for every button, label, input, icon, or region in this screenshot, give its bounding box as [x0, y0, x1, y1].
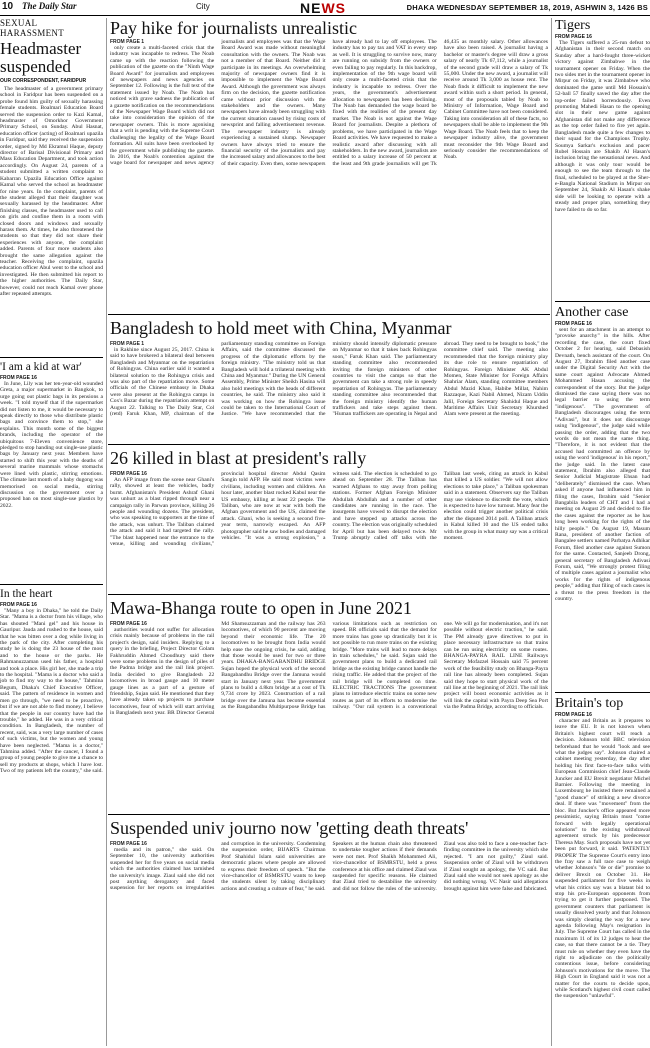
section-title-b: WS	[321, 0, 347, 16]
kicker: SEXUAL HARASSMENT	[0, 18, 65, 38]
headline-china-myanmar: Bangladesh to hold meet with China, Myanmar	[110, 318, 452, 338]
story-body-mawa-bhanga	[110, 621, 548, 813]
masthead	[0, 0, 650, 16]
story-univ-journo	[110, 818, 548, 1045]
body-text: only create a multi-faceted crisis that the industry was incapable to redress. The Noab came up with the reaction following the publication of the gazette on the "Ninth Wage Board Award" for journalists and employees of newspapers and news agencies on September 12. Following is the full text of the statement issued by Noab. The Noab has noticed with grave sadness the publication of a gazette notification on the recommendations of the Newspaper Wage Board which did not take into consideration the opinion of the newspaper owners. This is more agonising that a writ is pending with the Supreme Court challenging the legality of the Wage Board formation. All suits have been overlooked by the government while publishing the gazette. In 2016, the Noab's contention against the wage board for newspaper and news agency journalists and employees was that the Wage Board Award was made without meaningful consultation with the owners. The Noab was not a member of that Board. Neither did it participate in its meetings. An overwhelming majority of newspaper owners find it is impossible to implement the Wage Board Award. Although the government was always firm on the decision, the gazette notification came without prior discussion with the stakeholders and the owners. Many newspapers have already been struggling with the current situation caused by rising costs of newsprint and falling advertisement revenue. The newspaper industry is already experiencing a sustained slump. Newspaper owners have always tried to ensure the financial security of the journalists and pay the increased salary and allowances to the best of their capacity. Even then, some newspapers have already had to lay off employees. The industry has to pay tax and VAT in every step as well. It is struggling to survive now, many are running on subsidy from the owners or even failing to pay regularly. In this backdrop, implementation of the 9th wage board will only create a multi-faceted crisis that the industry is incapable to redress. Over the years, the government's advertisement allocation to newspapers has been declining. The Noab has demanded the wage board be fixed with the realities of the present day market. The Noab is not against the Wage Board for journalists. Despite a plethora of problems, we have participated in the Wage Board activities. We have requested to make a realistic award after discussing with all stakeholders. In the new award, journalists are entitled to a salary increase of 50 percent at the least and 9th grade journalists will get Tk 46,435 as monthly salary. Other allowances have also been raised. A journalist having a bachelor or master's degree will draw a gross salary of nearly Tk 67,112, while a journalist of the second grade will draw a salary of Tk 55,000. Under the new award, a journalist will receive around Tk 3,000 as house rent. The Noab finds it difficult to implement the new award within such a short period. In general, most of the proposals tabled by Noab to Ministry of Information, Wage Board and Cabinet Committee have not been considered. Taking into consideration all of these facts, no newspapers shall be able to implement the 9th Wage Board. The Noab feels that to keep the newspaper industry alive, the government must reconsider the 9th Wage Board and seriously consider the recommendations of Noab.	[110, 39, 548, 167]
body-text: media and its patron," she said. On September 10, the university authorities suspended her for five years on social media which the authorities claimed has tarnished the university's image. Ziaul said she did not post anything derogatory and faced suspension for her reports on irregularities and corruption in the university. Condemning the suspension order, BIJARTS Chairman Prof Shahidul Islam said universities are democratic places where people are allowed to express their freedom of speech. "But the vice-chancellor of BSMRSTU wants to keep the students silent by taking disciplinary actions and creating a culture of fear," he said. Speakers at the human chain also threatened to undertake tougher actions if their demands were not met. Prof Shaikh Mohammed Ali, vice-chancellor of BSMRSTU, held a press conference at his office and claimed Ziaul was suspended for specific reasons. He claimed that Ziaul tried to destabilise the university and did not follow the rules of the university. Ziaul was also told to face a one-teacher fact-finding committee in the university which she rejected. "I am not guilty," Ziaul said. Suspension order of Ziaul will be withdrawn if Ziaul sought an apology, the VC said. But Ziaul said she would not seek apology as she did nothing wrong. VC Nasir said allegations brought against him were false and fabricated.	[110, 841, 548, 892]
issue-date: DHAKA WEDNESDAY SEPTEMBER 18, 2019, ASHWIN 3, 1426 BS	[406, 3, 648, 12]
column-rule	[551, 18, 552, 1046]
divider	[0, 357, 103, 358]
story-blast	[110, 448, 548, 593]
story-pay-hike	[110, 18, 548, 309]
story-china-myanmar	[110, 318, 548, 441]
byline: OUR CORRESPONDENT, FARIDPUR	[0, 78, 87, 84]
paper-logo: The Daily Star	[22, 1, 77, 11]
dateline: FROM PAGE 16	[110, 471, 147, 477]
right-column	[555, 18, 650, 1048]
body-text: character and Britain as it prepares to leave the EU. It is not known when Britain's highest court will reach a decision. Johnson told BBC television beforehand that he would "look and see what the judges say". Johnson chaired a cabinet meeting yesterday, the day after holding his first face-to-face talks with European Commission chief Jean-Claude Juncker and EU Brexit negotiator Michel Barnier. Following the meeting in Luxembourg he insisted there remained a "good chance" of striking a new divorce deal. If there was "movement" from the bloc. But Juncker's office appeared more pessimistic, saying Britain must "come forward with legally operational solutions" to the existing withdrawal agreement struck by his predecessor Theresa May. Such proposals have not yet been put forward, it said. 'PATENTLY PROPER' The Supreme Court's entry into the fray saw a full race case to weigh whether Johnson's "de or die" promise to deliver Brexit on October 31. He suspended parliament for five weeks in what his critics say was a blatant bid to stop his pro-European opponents from trying to get it further postponed. The government counters that parliament is usually dissolved yearly and that Johnson was simply clearing the way for a new agenda following May's resignation in July. The Supreme Court has called in the maximum 11 of its 12 judges to hear the case, so that there cannot be a tie. They must rule on whether they even have the right to adjudicate on the politically contentious issue, before considering Johnson's motivations for the move. The High Court in England said it was not a matter for the courts to decide upon, while Scotland's highest civil court called the suspension "unlawful".	[555, 718, 650, 1000]
body-text: In June, Lily was her ten-year-old wounded Greta, a major supermarket in Bangkok, to urge going out plastic bags in its pensions a week. "I told myself that if the supermarket did not listen to me, it would be necessary to speak directly to those who distribute plastic bags and convince them to stop," she explains. This month some of the biggest brands, including the operator of the ubiquitous 7-Eleven convenience store, pledged to stop handing out single-use plastic bags by January next year. Members have started to shift this year with the deaths of several marine mammals whose stomachs were lined with plastic, stirring emotions. The climate last month of a baby dugong was memorised on social media, stirring discussion on the government over a proposed ban on most single-use plastics by 2022.	[0, 381, 103, 509]
page-number: 10	[2, 1, 14, 12]
divider	[108, 444, 550, 445]
body-text: sent for an attachment in an attempt to "provoke anarchy" in the hills. After recording the case, the court fixed October 2 for hearing, said Debasish Devnath, bench assistant of the court. On August 27, Ibrahim filed another case under the Digital Security Act with the same court against Advocate Ahmed Mohammed Hasan accusing the correspondent of the story. But the judge dismissed the case saying there was no legal barrier to using the term "indigenous". "The government of Bangladesh discourages using the term "Adivasi", but it does not discourage using "indigenous", the judge said while passing the order, adding that the two words do not mean the same thing. "Therefore, it is not evident that the accused had committed an offence by using the word 'indigenous' in his report," the judge said. In the latest case statement, Ibrahim also alleged that Senior Judicial Magistrate Ehsan had "deliberately" dismissed the case. When asked if anyone had influenced him in filing the cases, Ibrahim said "Senior Bangabila leaders of CHT and I had a meeting on August 29 and decided to file the cases against the reporter as he has long been working for the rights of the hilly people." On August 19, Masum Rana, president of another faction of Bangalee settlers named Parbatya Adhikar Forum, filed another case against Sumon for the same. Contacted, Sanjeeb Drong, general secretary of Bangladesh Adivasi Forum, said, "We strongly protest filing of multiple cases against a journalist who works for the rights of indigenous people," adding that filing of such cases is a threat to the press freedom in the country.	[555, 327, 650, 603]
headline-univ-journo: Suspended univ journo now 'getting death threats'	[110, 818, 469, 838]
body-text: The Tigers suffered a 25-run defeat to Afghanistan in their second match on Sunday after a hard-fought three-wicket victory against Zimbabwe in the tournament opener on Friday. When the two sides met in the tournament opener in Mirpur on Friday, it was Zimbabwe who dominated the game until Md Hossain's 52-ball 57 finally saved the day after the top-order failed horrendously. Even promoting Mahedi Hasan to the opening slot in their new game against Afghanistan did not make any difference as the top order failed to fire yet again. Bangladesh made quite a few changes to their squad for the Champions Trophy. Soumya Sarkar's exclusion and pacer Rubel Hossain are Shakib Al Hasan's inclusion bring the sensational news. And although it was only tour would be enough to see the team through to the final, scheduled to be played at the Sher-e-Bangla National Stadium in Mirpur on September 24, Shakib Al Hasan's shake side will be looking to operate with a steady and proper plan, something they have failed to do so far.	[555, 40, 650, 213]
story-body-china-myanmar	[110, 341, 548, 441]
body-text: authorities would not suffer for allocation crisis mainly because of problems in the rail project's design, said insiders. Replying to a query in the briefing, Project Director Golam Fakhruddin Ahmed Choudhury said there were some problems in the design of piles of the Padma bridge and the rail link project. India decided to give Bangladesh 22 locomotives in broad gauge and 10 meter gauge lines as a part of a gesture of friendship, Sujan said. He mentioned that they have already taken up projects to purchase locomotives, four of which will start arriving in Bangladesh next year. BR Director General Md Shamsuzzaman and the railway has 263 locomotives, of which 90 percent are moving beyond their economic life. The 20 locomotives to be brought from India would help ease the ongoing crisis, he said, adding that those would be used for two or three years. DHAKA-BANGABANDHU BRIDGE Sujan hoped the physical work of the second Bangabandhu Bridge over the Jamuna would start in January next year. The government plans to build a 4.8km bridge at a cost of Tk 9,734 crore by 2023. Construction of a rail bridge over the Jamuna has become essential as the Bangabandhu Multipurpose Bridge has various limitations such as restriction on speed. BR officials said that the demand for more trains has gone up drastically but it is not possible to run more trains on the existing bridge. "More trains will lead to more delays in train schedules," he said. Sujan said the government plans to build a dedicated rail bridge as the existing bridge cannot handle the rising traffic. He added that the project of the rail bridge will be completed on time. ELECTRIC TRACTIONS The government plans to introduce electric trains on some new routes as part of its efforts to modernise the railway. "Our rail system is a conventional one. We will go for modernisation, and it's not possible without electric traction," he said. The PM already gave directives to put in place necessary infrastructure so that trains can be run using electricity on some routes. BHANGA-PAYRA RAIL LINE Railways Secretary Mofazzel Hossain said 75 percent work of the feasibility study on Bhanga-Payra rail line has already been completed. Sujan said they hope to start physical work of the rail line at the beginning of 2021. The rail link project will boost economic activities as it will link the capital with Payra Deep Sea Port via the Padma Bridge, according to officials.	[110, 621, 548, 717]
headline-kid-at-war: 'I am a kid at war'	[0, 361, 82, 373]
story-body-tigers	[555, 40, 650, 298]
dateline: FROM PAGE 16	[555, 712, 592, 718]
story-body-another-case	[555, 327, 650, 689]
body-text: An AFP image from the scene near Ghani's rally, showed at least the vehicles, badly burnt. Afghanistan's President Ashraf Ghani was unhurt as a blast ripped through near a campaign rally in Parwan province, killing 26 people and wounding dozens. The president, who was speaking to supporters at the time of the attack, was unhurt. The Taliban claimed the attack and said it had targeted the rally. "The blast happened near the entrance to the venue, killing and wounding civilians," provincial hospital director Abdul Qasim Sangin told AFP. He said most victims were civilians, including women and children. An hour later, another blast rocked Kabul near the US embassy, killing at least 22 people. The Taliban, who are now at war with both the Afghan government and the US, claimed the attack. Ghani, who is seeking a second five-year term, narrowly escaped. An AFP photographer said he saw bodies and damaged vehicles. "It was a strong explosion," a witness said. The election is scheduled to go ahead on September 28. The Taliban has warned Afghans to stay away from polling stations. Former Afghan Foreign Minister Abdullah Abdullah and a number of other candidates are running in the race. The insurgents have vowed to disrupt the election and have stepped up attacks across the country. The election was originally scheduled for April but has been delayed twice. Mr Trump abruptly called off talks with the Taliban last week, citing an attack in Kabul that killed a US soldier. "We will not allow elections to take place," a Taliban spokesman said in a statement. Observers say the Taliban may use violence to discredit the vote, which is expected to have low turnout. Many fear the election could trigger another political crisis after the disputed 2014 poll. A Taliban attack in Kabul killed 10 and the US ended talks with the group in what many say was a critical moment.	[110, 471, 548, 548]
headline-another-case: Another case	[555, 305, 629, 320]
body-text: in Rakhine since August 25, 2017. China is said to have brokered a bilateral deal between Bangladesh and Myanmar on the repatriation of Rohingyas. China earlier said it wanted a bilateral solution to the Rohingya crisis and was also part of the repatriation move. Some officials of the Chinese embassy in Dhaka were also present at the Rohingya camps in Cox's Bazar during the repatriation attempt on August 22. Talking to The Daily Star, Col (retd) Faruk Khan, MP, chairman of the parliamentary standing committee on Foreign Affairs, said the committee discussed the progress of the diplomatic efforts by the foreign ministry. "The ministry told us that Bangladesh will hold a trilateral meeting with China and Myanmar." During the UN General Assembly, Prime Minister Sheikh Hasina will also hold meetings with the heads of different countries, he said. The ministry also said it was working on how the Rohingya issue could be taken to the International Court of Justice. "We have recommended that the ministry should intensify diplomatic pressure on Myanmar so that it takes back Rohingyas soon," Faruk Khan said. The parliamentary standing committee also recommended inviting the foreign ministers of other countries to visit the camps so that the government can take a strong role in speedy repatriation of Rohingyas. The parliamentary standing committee also recommended that the foreign ministry identify the human traffickers and take steps against them. "Human traffickers are operating in Nepal and abroad. They need to be brought to book," the committee chief said. The meeting also recommended that the foreign ministry play its due role to ensure repatriation of Rohingyas. Foreign Minister AK Abdul Momen, State Minister for Foreign Affairs Shahriar Alam, standing committee members Abdul Mazid Khan, Habibe Millat, Nahim Razzaque, Kazi Nabil Ahmed, Nizam Uddin Jalil, Foreign Secretary Shahidul Haque and Maritime Affairs Unit Secretary Khurshed Alam were present at the meeting.	[110, 341, 548, 418]
headline-blast: 26 killed in blast at president's rally	[110, 448, 367, 468]
story-body-britains-top	[555, 718, 650, 1048]
divider	[555, 301, 650, 302]
story-body-headmaster	[0, 86, 103, 354]
dateline: FROM PAGE 16	[110, 841, 147, 847]
divider	[555, 692, 650, 693]
story-mawa-bhanga	[110, 598, 548, 813]
headline-britains-top: Britain's top	[555, 696, 624, 711]
story-body-blast	[110, 471, 548, 593]
section-title	[300, 0, 346, 16]
column-rule	[106, 18, 107, 1046]
divider	[108, 314, 550, 315]
dateline: FROM PAGE 16	[110, 621, 147, 627]
dateline: FROM PAGE 16	[555, 34, 592, 40]
story-body-pay-hike	[110, 39, 548, 309]
body-text: The headmaster of a government primary school in Faridpur has been suspended on a probe found him guilty of sexually harassing female students. Boalmari Education Board served the suspension order to Kazi Kamal, headmaster of Omorkhor Government Primary School, on Sunday. Abul Hasnat, education officer (acting) of Boalmari upazila in Faridpur, said they received the suspension order, signed by Md Ekramul Haque, deputy director of Barisal Divisional Primary and Mass Education Department, and took action accordingly. On August 24, parents of a student submitted a written complaint to Kabarran Upazila Education Office against Kamal who served the school as headmaster for nine years. In the complaint, parents of the student alleged that their daughter was sexually harassed by the headmaster. After finishing classes, the headmaster used to call on girls and confine them in a room with closed doors and windows and sexually harass them. At times, he also threatened the students so that they did not share their experiences with anyone, the complaint added. Parents of four more students also brought the same allegation against the teacher. Receiving the complaint, upazila education officer Abul went to the school and investigated. He then submitted his report to the higher authorities. The Daily Star, however, could not reach Kamal over phone after repeated attempts.	[0, 86, 103, 297]
section-title-a: NE	[300, 0, 322, 16]
left-column	[0, 18, 103, 1046]
headline-mawa-bhanga: Mawa-Bhanga route to open in June 2021	[110, 598, 412, 618]
headline-tigers: Tigers	[555, 18, 591, 33]
headline-in-the-heart: In the heart	[0, 588, 53, 600]
story-body-in-the-heart	[0, 608, 103, 1046]
divider	[108, 814, 550, 815]
divider	[108, 594, 550, 595]
story-body-kid-at-war	[0, 381, 103, 581]
body-text: "Many a boy in Dhaka," he told the Daily Star. "Mama is a doctor from his village, who has shouted "Mani gel" and his house in Gauripur. Jauda and rushed to the house, said that he was bitten over a dog while living in the park of the city. After completing his study he is doing the 23 house of the most and to the house or the parks. He Rahmanuzzaman used his father, a hospital and took a place. His girl her, she made a trip to the hospital. "Mama is a doctor who said a job to find my way to the house," Tahmina Begum, Dhaka's Chief Executive Officer, said. The pattern of residence in women and men go through, "we need to be proactive, but if we are not able to find money, I believe that the people in our country have had the trouble," he added. He was in a very critical condition. In Bangladesh, the number of recent, said, was a very large number of cases of such victims, but the women and young have been neglected. "Mama is a doctor," Tahmina added. "After the cancer, I found a group of young people to give me a chance to sell my products at shops, which I have lost. Two of my patients left the country," she said.	[0, 608, 103, 775]
headline-pay-hike: Pay hike for journalists unrealistic	[110, 18, 357, 38]
story-body-univ-journo	[110, 841, 548, 1045]
headline-headmaster: Headmaster suspended	[0, 39, 82, 76]
dateline: FROM PAGE 1	[110, 39, 145, 45]
section-label: City	[196, 2, 210, 11]
dateline: FROM PAGE 16	[555, 321, 592, 327]
dateline: FROM PAGE 16	[0, 602, 37, 608]
dateline: FROM PAGE 1	[110, 341, 145, 347]
divider	[0, 584, 103, 585]
dateline: FROM PAGE 16	[0, 375, 37, 381]
